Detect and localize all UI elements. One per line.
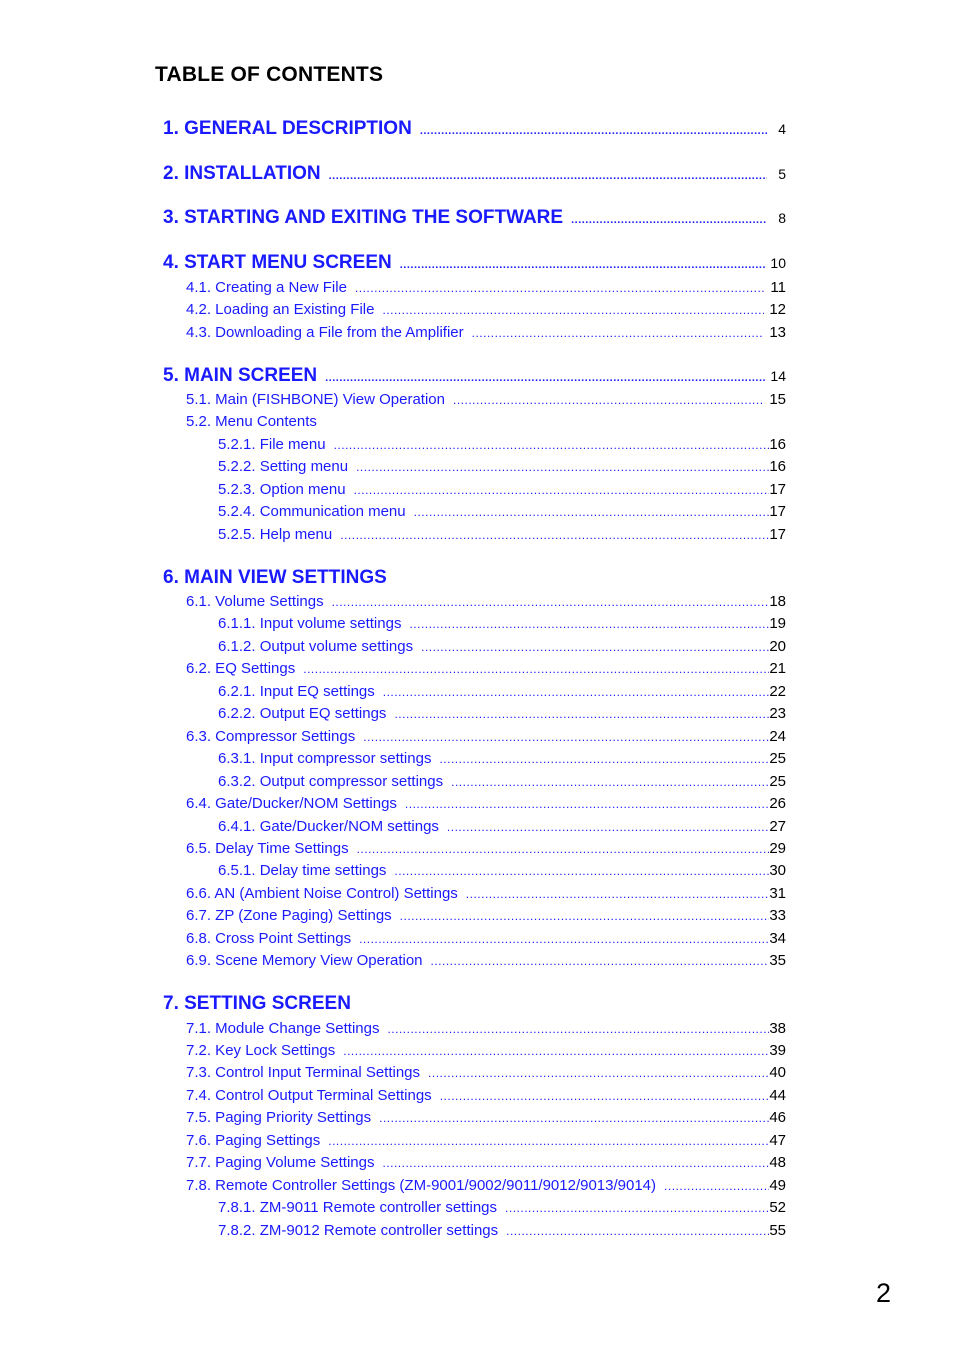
toc-entry-5-2-2[interactable] <box>218 458 786 475</box>
toc-entry-label: 6.4. Gate/Ducker/NOM Settings <box>186 795 397 812</box>
toc-entry-page: 15 <box>769 391 786 408</box>
toc-entry-label: 7.8. Remote Controller Settings (ZM-9001/9002/9011/9012/9013/9014) <box>186 1177 657 1194</box>
toc-entry-label: 7.4. Control Output Terminal Settings <box>186 1087 432 1104</box>
leader-dots <box>405 797 769 811</box>
leader-dots <box>329 170 767 182</box>
toc-entry-page: 25 <box>769 750 786 767</box>
leader-dots <box>379 1111 769 1125</box>
toc-entry-5-2[interactable] <box>186 413 786 430</box>
toc-entry-label: 6.3. Compressor Settings <box>186 728 356 745</box>
toc-entry-page: 12 <box>769 301 786 318</box>
toc-entry-6-9[interactable] <box>186 952 786 969</box>
toc-entry-section-5[interactable] <box>163 365 786 387</box>
toc-entry-page: 17 <box>769 481 786 498</box>
toc-entry-page: 4 <box>778 121 786 137</box>
toc-entry-label: 6.1. Volume Settings <box>186 593 324 610</box>
leader-dots <box>354 483 770 497</box>
leader-dots <box>355 281 766 295</box>
leader-dots <box>451 775 769 789</box>
toc-entry-label: 6.7. ZP (Zone Paging) Settings <box>186 907 392 924</box>
leader-dots <box>328 1134 769 1148</box>
leader-dots <box>334 438 770 452</box>
toc-entry-label: 4.2. Loading an Existing File <box>186 301 375 318</box>
toc-entry-page: 48 <box>769 1154 786 1171</box>
toc-entry-label: 5.2.1. File menu <box>218 436 326 453</box>
toc-entry-page: 49 <box>769 1177 786 1194</box>
toc-entry-section-4[interactable] <box>163 252 786 274</box>
toc-entry-page: 16 <box>769 458 786 475</box>
toc-entry-6-2-2[interactable] <box>218 705 786 722</box>
toc-entry-page: 29 <box>769 840 786 857</box>
toc-entry-7-8-1[interactable] <box>218 1199 786 1216</box>
toc-entry-page: 40 <box>769 1064 786 1081</box>
toc-entry-page: 14 <box>770 368 786 384</box>
toc-entry-label: 6.5. Delay Time Settings <box>186 840 349 857</box>
leader-dots <box>505 1201 769 1215</box>
toc-entry-label: 6.8. Cross Point Settings <box>186 930 352 947</box>
toc-entry-page: 31 <box>769 885 786 902</box>
toc-entry-6-1-2[interactable] <box>218 638 786 655</box>
toc-entry-5-2-3[interactable] <box>218 481 786 498</box>
toc-entry-page: 22 <box>769 683 786 700</box>
toc-entry-6-5[interactable] <box>186 840 786 857</box>
leader-dots <box>400 259 766 271</box>
toc-entry-page: 23 <box>769 705 786 722</box>
toc-entry-page: 17 <box>769 526 786 543</box>
toc-entry-page: 39 <box>769 1042 786 1059</box>
toc-entry-section-2[interactable] <box>163 163 786 185</box>
leader-dots <box>387 1022 769 1036</box>
toc-entry-label: 7.5. Paging Priority Settings <box>186 1109 372 1126</box>
toc-entry-label: 5.2.3. Option menu <box>218 481 346 498</box>
leader-dots <box>439 752 769 766</box>
toc-entry-page: 47 <box>769 1132 786 1149</box>
toc-entry-page: 33 <box>769 907 786 924</box>
toc-entry-page: 38 <box>769 1020 786 1037</box>
leader-dots <box>303 662 769 676</box>
leader-dots <box>382 303 764 317</box>
toc-entry-label: 7.6. Paging Settings <box>186 1132 321 1149</box>
toc-entry-page: 55 <box>769 1222 786 1239</box>
toc-entry-page: 25 <box>769 773 786 790</box>
toc-entry-label: 6.9. Scene Memory View Operation <box>186 952 423 969</box>
toc-entry-4-3[interactable] <box>186 324 786 341</box>
toc-entry-page: 44 <box>769 1087 786 1104</box>
leader-dots <box>325 372 765 384</box>
toc-entry-6-1-1[interactable] <box>218 615 786 632</box>
leader-dots <box>363 730 769 744</box>
leader-dots <box>340 528 769 542</box>
toc-entry-page: 16 <box>769 436 786 453</box>
toc-entry-label: 6.4.1. Gate/Ducker/NOM settings <box>218 818 439 835</box>
leader-dots <box>421 640 769 654</box>
toc-entry-page: 46 <box>769 1109 786 1126</box>
toc-entry-page: 18 <box>769 593 786 610</box>
page-title: TABLE OF CONTENTS <box>155 63 384 86</box>
leader-dots <box>420 125 767 137</box>
leader-dots <box>356 460 769 474</box>
toc-entry-6-2[interactable] <box>186 660 786 677</box>
toc-entry-6-3-1[interactable] <box>218 750 786 767</box>
toc-entry-6-5-1[interactable] <box>218 862 786 879</box>
toc-entry-label: 6.3.2. Output compressor settings <box>218 773 444 790</box>
toc-entry-label: 7.1. Module Change Settings <box>186 1020 380 1037</box>
toc-entry-7-3[interactable] <box>186 1064 786 1081</box>
toc-entry-section-7[interactable] <box>163 993 786 1015</box>
toc-entry-section-3[interactable] <box>163 207 786 229</box>
toc-entry-6-4[interactable] <box>186 795 786 812</box>
toc-entry-5-2-1[interactable] <box>218 436 786 453</box>
leader-dots <box>383 685 770 699</box>
toc-entry-label: 4.3. Downloading a File from the Amplifier <box>186 324 464 341</box>
toc-entry-label: 6.2.2. Output EQ settings <box>218 705 387 722</box>
toc-entry-7-1[interactable] <box>186 1020 786 1037</box>
toc-entry-label: 6.3.1. Input compressor settings <box>218 750 432 767</box>
toc-entry-7-8[interactable] <box>186 1177 786 1194</box>
toc-entry-6-7[interactable] <box>186 907 786 924</box>
leader-dots <box>472 326 765 340</box>
toc-entry-page: 21 <box>769 660 786 677</box>
toc-entry-7-6[interactable] <box>186 1132 786 1149</box>
toc-entry-page: 30 <box>769 862 786 879</box>
leader-dots <box>447 820 769 834</box>
leader-dots <box>382 1156 769 1170</box>
toc-entry-6-2-1[interactable] <box>218 683 786 700</box>
leader-dots <box>343 1044 769 1058</box>
toc-entry-page: 20 <box>769 638 786 655</box>
page-number: 2 <box>876 1278 892 1308</box>
toc-entry-label: 7.8.2. ZM-9012 Remote controller settings <box>218 1222 499 1239</box>
toc-entry-4-2[interactable] <box>186 301 786 318</box>
toc-entry-label: 7.8.1. ZM-9011 Remote controller settings <box>218 1199 498 1216</box>
toc-entry-7-7[interactable] <box>186 1154 786 1171</box>
leader-dots <box>409 617 769 631</box>
toc-entry-label: 4. START MENU SCREEN <box>163 252 392 273</box>
toc-entry-page: 26 <box>769 795 786 812</box>
toc-entry-page: 34 <box>769 930 786 947</box>
leader-dots <box>414 505 770 519</box>
leader-dots <box>359 932 769 946</box>
leader-dots <box>357 842 770 856</box>
toc-entry-section-6[interactable] <box>163 567 786 589</box>
toc-entry-5-1[interactable] <box>186 391 786 408</box>
toc-entry-page: 52 <box>769 1199 786 1216</box>
toc-entry-5-2-4[interactable] <box>218 503 786 520</box>
toc-entry-6-3[interactable] <box>186 728 786 745</box>
toc-entry-7-5[interactable] <box>186 1109 786 1126</box>
toc-entry-label: 7.3. Control Input Terminal Settings <box>186 1064 421 1081</box>
toc-entry-page: 13 <box>769 324 786 341</box>
toc-entry-6-4-1[interactable] <box>218 818 786 835</box>
toc-entry-label: 6.2. EQ Settings <box>186 660 296 677</box>
toc-entry-label: 5.2.5. Help menu <box>218 526 333 543</box>
toc-entry-label: 5. MAIN SCREEN <box>163 365 318 386</box>
toc-entry-label: 7.7. Paging Volume Settings <box>186 1154 375 1171</box>
toc-entry-page: 11 <box>770 279 786 296</box>
leader-dots <box>453 393 764 407</box>
toc-entry-page: 10 <box>770 255 786 271</box>
toc-entry-6-6[interactable] <box>186 885 786 902</box>
leader-dots <box>431 954 770 968</box>
toc-entry-label: 2. INSTALLATION <box>163 163 321 184</box>
toc-entry-4-1[interactable] <box>186 279 786 296</box>
leader-dots <box>332 595 770 609</box>
leader-dots <box>506 1224 769 1238</box>
toc-entry-label: 6.5.1. Delay time settings <box>218 862 387 879</box>
toc-entry-6-8[interactable] <box>186 930 786 947</box>
leader-dots <box>394 707 769 721</box>
toc-entry-label: 6.6. AN (Ambient Noise Control) Settings <box>186 885 458 902</box>
leader-dots <box>571 214 767 226</box>
toc-entry-page: 24 <box>769 728 786 745</box>
toc-entry-label: 7. SETTING SCREEN <box>163 993 351 1014</box>
toc-entry-7-2[interactable] <box>186 1042 786 1059</box>
toc-entry-6-1[interactable] <box>186 593 786 610</box>
toc-entry-6-3-2[interactable] <box>218 773 786 790</box>
toc-entry-page: 35 <box>769 952 786 969</box>
toc-entry-label: 5.2.2. Setting menu <box>218 458 349 475</box>
toc-entry-label: 6.2.1. Input EQ settings <box>218 683 375 700</box>
leader-dots <box>664 1179 769 1193</box>
leader-dots <box>440 1089 770 1103</box>
toc-entry-label: 1. GENERAL DESCRIPTION <box>163 118 412 139</box>
toc-entry-label: 6. MAIN VIEW SETTINGS <box>163 567 387 588</box>
toc-entry-label: 6.1.1. Input volume settings <box>218 615 402 632</box>
leader-dots <box>466 887 770 901</box>
toc-entry-label: 6.1.2. Output volume settings <box>218 638 414 655</box>
toc-entry-page: 27 <box>769 818 786 835</box>
leader-dots <box>394 864 769 878</box>
toc-entry-page: 8 <box>778 210 786 226</box>
toc-entry-7-8-2[interactable] <box>218 1222 786 1239</box>
toc-entry-7-4[interactable] <box>186 1087 786 1104</box>
leader-dots <box>400 909 770 923</box>
toc-entry-page: 19 <box>769 615 786 632</box>
toc-entry-label: 5.2. Menu Contents <box>186 413 317 430</box>
toc-entry-label: 5.1. Main (FISHBONE) View Operation <box>186 391 445 408</box>
toc-entry-5-2-5[interactable] <box>218 526 786 543</box>
toc-entry-label: 7.2. Key Lock Settings <box>186 1042 336 1059</box>
toc-entry-label: 5.2.4. Communication menu <box>218 503 406 520</box>
leader-dots <box>428 1066 769 1080</box>
toc-entry-label: 4.1. Creating a New File <box>186 279 347 296</box>
toc-entry-label: 3. STARTING AND EXITING THE SOFTWARE <box>163 207 564 228</box>
toc-entry-page: 5 <box>778 166 786 182</box>
toc-entry-page: 17 <box>769 503 786 520</box>
toc-entry-section-1[interactable] <box>163 118 786 140</box>
